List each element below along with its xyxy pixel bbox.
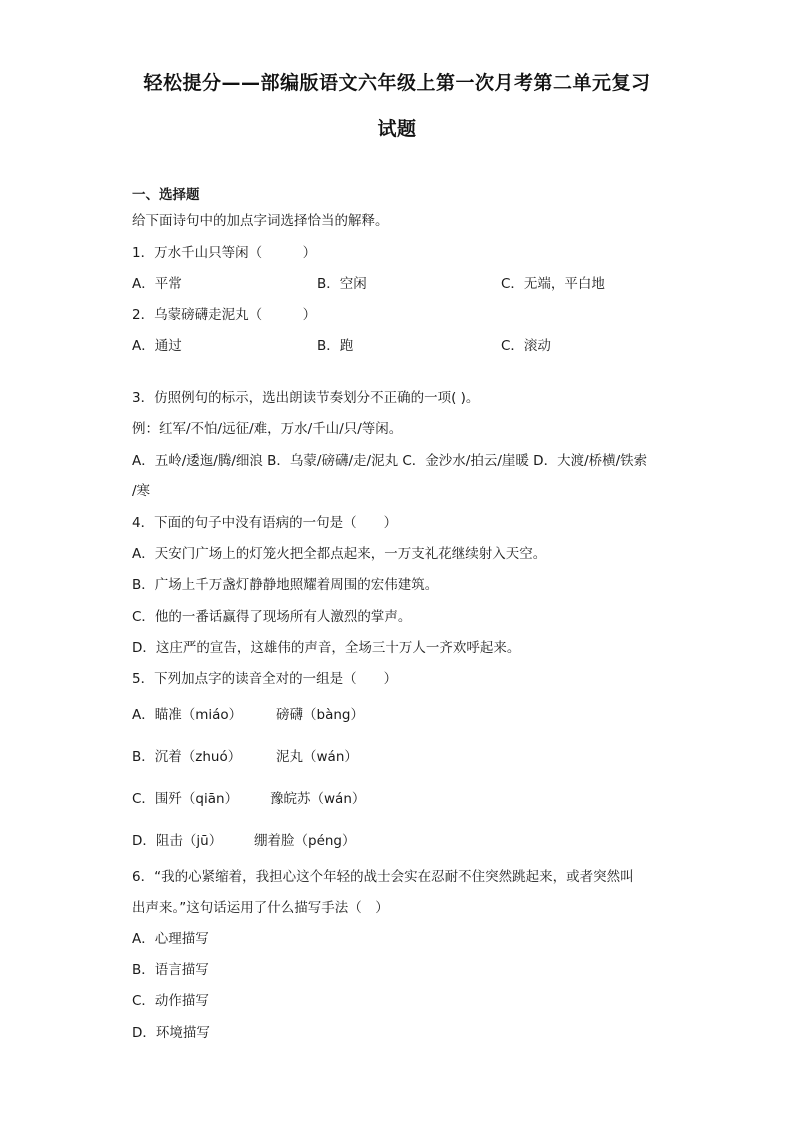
question-4-option-c: C．他的一番话赢得了现场所有人激烈的掌声。: [132, 609, 412, 625]
question-2-option-b: B．跑: [317, 338, 354, 354]
question-6-option-b: B．语言描写: [132, 962, 209, 978]
question-2-option-a: A．通过: [132, 338, 182, 354]
question-1-option-a: A．平常: [132, 276, 182, 292]
question-4-option-b: B．广场上千万盏灯静静地照耀着周围的宏伟建筑。: [132, 577, 439, 593]
question-6-option-c: C．动作描写: [132, 993, 209, 1009]
document-title-continued: 试题: [377, 118, 417, 140]
document-title: 轻松提分——部编版语文六年级上第一次月考第二单元复习: [143, 72, 651, 94]
question-4-stem: 4．下面的句子中没有语病的一句是（ ）: [132, 515, 398, 531]
question-6-option-d: D．环境描写: [132, 1025, 210, 1041]
question-5-option-c: C．围歼（qiān）: [132, 791, 239, 807]
question-3-stem: 3．仿照例句的标示，选出朗读节奏划分不正确的一项( )。: [132, 390, 480, 406]
question-3-options-continued: /寒: [132, 483, 151, 499]
question-2-option-c: C．滚动: [501, 338, 551, 354]
question-6-stem: 6．“我的心紧缩着，我担心这个年轻的战士会实在忍耐不住突然跳起来，或者突然叫: [132, 869, 634, 885]
question-5-option-d-second: 绷着脸（péng）: [254, 833, 356, 849]
question-5-option-b-second: 泥丸（wán）: [276, 749, 358, 765]
section-instruction: 给下面诗句中的加点字词选择恰当的解释。: [132, 213, 389, 229]
question-1-option-b: B．空闲: [317, 276, 367, 292]
section-heading: 一、选择题: [132, 187, 200, 203]
question-5-option-a-second: 磅礴（bàng）: [276, 707, 364, 723]
question-4-option-a: A．天安门广场上的灯笼火把全都点起来，一万支礼花继续射入天空。: [132, 546, 547, 562]
question-1-option-c: C．无端，平白地: [501, 276, 605, 292]
question-5-option-a: A．瞄准（miáo）: [132, 707, 243, 723]
question-5-option-d: D．阻击（jū）: [132, 833, 223, 849]
question-3-options: A．五岭/逶迤/腾/细浪 B．乌蒙/磅礴/走/泥丸 C．金沙水/拍云/崖暖 D．大渡/桥横/铁索: [132, 453, 648, 469]
question-5-option-c-second: 豫皖苏（wán）: [270, 791, 366, 807]
question-6-option-a: A．心理描写: [132, 931, 209, 947]
question-5-stem: 5．下列加点字的读音全对的一组是（ ）: [132, 671, 398, 687]
question-3-example: 例：红军/不怕/远征/难，万水/千山/只/等闲。: [132, 421, 403, 437]
question-4-option-d: D．这庄严的宣告，这雄伟的声音，全场三十万人一齐欢呼起来。: [132, 640, 521, 656]
question-5-option-b: B．沉着（zhuó）: [132, 749, 242, 765]
question-2-stem: 2．乌蒙磅礴走泥丸（ ）: [132, 307, 317, 323]
question-1-stem: 1．万水千山只等闲（ ）: [132, 245, 317, 261]
question-6-stem-continued: 出声来。”这句话运用了什么描写手法（ ）: [132, 900, 389, 916]
